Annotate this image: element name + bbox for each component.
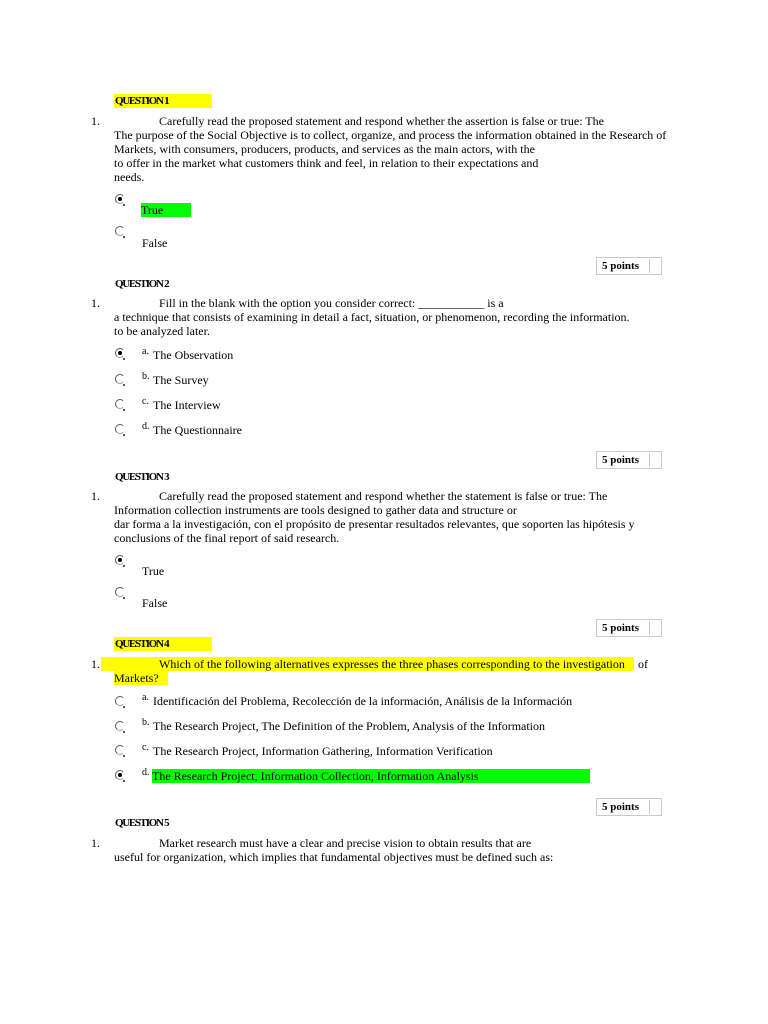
question-3-number: 1. (91, 489, 100, 503)
question-1-title: QUESTION 1 (114, 94, 212, 108)
question-2-option-d-letter: d. (142, 421, 150, 432)
question-1-option-false-label: False (142, 236, 168, 250)
question-4-title: QUESTION 4 (114, 637, 212, 651)
question-4-option-b-letter: b. (142, 717, 150, 728)
question-4-option-d-radio[interactable] (115, 770, 125, 780)
question-1-option-true-label: True (141, 203, 191, 217)
question-1-prompt-line-2: The purpose of the Social Objective is to collect, organize, and process the information obtained in the Research of (114, 128, 667, 142)
question-3-points-box (596, 619, 662, 637)
points-divider (649, 621, 650, 635)
radio-tick-icon (123, 384, 125, 386)
question-3-option-true-label: True (142, 564, 165, 578)
question-2-points-box (596, 451, 662, 469)
radio-tick-icon (123, 780, 125, 782)
question-2-option-a-radio[interactable] (115, 348, 125, 358)
question-3-option-false-label: False (142, 596, 168, 610)
question-2-prompt-line-1: Fill in the blank with the option you consider correct: ___________ is a (159, 296, 504, 310)
question-1-number: 1. (91, 114, 100, 128)
question-3-prompt-line-1: Carefully read the proposed statement and respond whether the statement is false or true: The (159, 489, 608, 503)
question-5-prompt-line-2: useful for organization, which implies that fundamental objectives must be defined such as: (114, 850, 554, 864)
question-1-prompt-line-1: Carefully read the proposed statement and respond whether the assertion is false or true: The (159, 114, 604, 128)
question-2-prompt-line-3: to be analyzed later. (114, 324, 210, 338)
question-4-option-b-label: The Research Project, The Definition of the Problem, Analysis of the Information (153, 719, 546, 733)
radio-tick-icon (123, 236, 125, 238)
question-3-points: 5 points (602, 622, 639, 634)
question-1-points-box (596, 257, 662, 275)
question-4-points: 5 points (602, 801, 639, 813)
question-2-title: QUESTION 2 (115, 278, 169, 290)
question-2-option-a-label: The Observation (153, 348, 234, 362)
question-1-option-false-radio[interactable] (115, 226, 125, 236)
question-4-option-d-label: The Research Project, Information Collection, Information Analysis (152, 769, 590, 783)
radio-tick-icon (123, 409, 125, 411)
question-3-option-false-radio[interactable] (115, 587, 125, 597)
question-1-prompt-line-4: to offer in the market what customers think and feel, in relation to their expectations and (114, 156, 539, 170)
question-2-prompt-line-2: a technique that consists of examining in detail a fact, situation, or phenomenon, recording the information. (114, 310, 630, 324)
question-3-prompt-line-4: conclusions of the final report of said research. (114, 531, 340, 545)
question-4-option-d-letter: d. (142, 767, 150, 778)
question-1-prompt-line-5: needs. (114, 170, 145, 184)
question-4-option-c-letter: c. (142, 742, 149, 753)
question-2-option-d-label: The Questionnaire (153, 423, 242, 437)
question-4-number: 1. (91, 657, 100, 671)
radio-tick-icon (123, 204, 125, 206)
question-3-option-true-radio[interactable] (115, 555, 125, 565)
question-2-points: 5 points (602, 454, 639, 466)
question-2-option-d-radio[interactable] (115, 424, 125, 434)
points-divider (649, 453, 650, 467)
question-2-option-c-label: The Interview (153, 398, 221, 412)
question-2-option-b-letter: b. (142, 371, 150, 382)
question-2-option-b-radio[interactable] (115, 374, 125, 384)
question-3-prompt-line-3: dar forma a la investigación, con el propósito de presentar resultados relevantes, que soporten las hipótesis y (114, 517, 635, 531)
question-5-title: QUESTION 5 (115, 817, 169, 829)
question-4-option-b-radio[interactable] (115, 721, 125, 731)
question-1-prompt-line-3: Markets, with consumers, producers, products, and services as the main actors, with the (114, 142, 535, 156)
question-2-number: 1. (91, 296, 100, 310)
question-5-number: 1. (91, 836, 100, 850)
question-5-prompt-line-1: Market research must have a clear and precise vision to obtain results that are (159, 836, 532, 850)
question-4-points-box (596, 798, 662, 816)
question-2-option-c-letter: c. (142, 396, 149, 407)
question-2-option-b-label: The Survey (153, 373, 209, 387)
question-4-option-c-label: The Research Project, Information Gathering, Information Verification (153, 744, 493, 758)
radio-tick-icon (123, 706, 125, 708)
radio-tick-icon (123, 434, 125, 436)
question-1-option-true-radio[interactable] (115, 194, 125, 204)
radio-tick-icon (123, 358, 125, 360)
question-2-option-c-radio[interactable] (115, 399, 125, 409)
radio-tick-icon (123, 755, 125, 757)
question-4-prompt-line-2: Markets? (114, 671, 168, 685)
question-4-option-a-label: Identificación del Problema, Recolección de la información, Análisis de la Información (153, 694, 573, 708)
question-1-points: 5 points (602, 260, 639, 272)
radio-tick-icon (123, 597, 125, 599)
question-4-prompt-tail: of (638, 657, 648, 671)
question-4-option-a-letter: a. (142, 692, 149, 703)
question-3-title: QUESTION 3 (115, 471, 169, 483)
question-3-prompt-line-2: Information collection instruments are tools designed to gather data and structure or (114, 503, 517, 517)
question-2-option-a-letter: a. (142, 346, 149, 357)
radio-tick-icon (123, 731, 125, 733)
question-4-option-c-radio[interactable] (115, 745, 125, 755)
points-divider (649, 259, 650, 273)
question-4-prompt-line-1: Which of the following alternatives expresses the three phases corresponding to the investigation (159, 657, 625, 671)
points-divider (649, 800, 650, 814)
radio-tick-icon (123, 565, 125, 567)
question-4-option-a-radio[interactable] (115, 696, 125, 706)
